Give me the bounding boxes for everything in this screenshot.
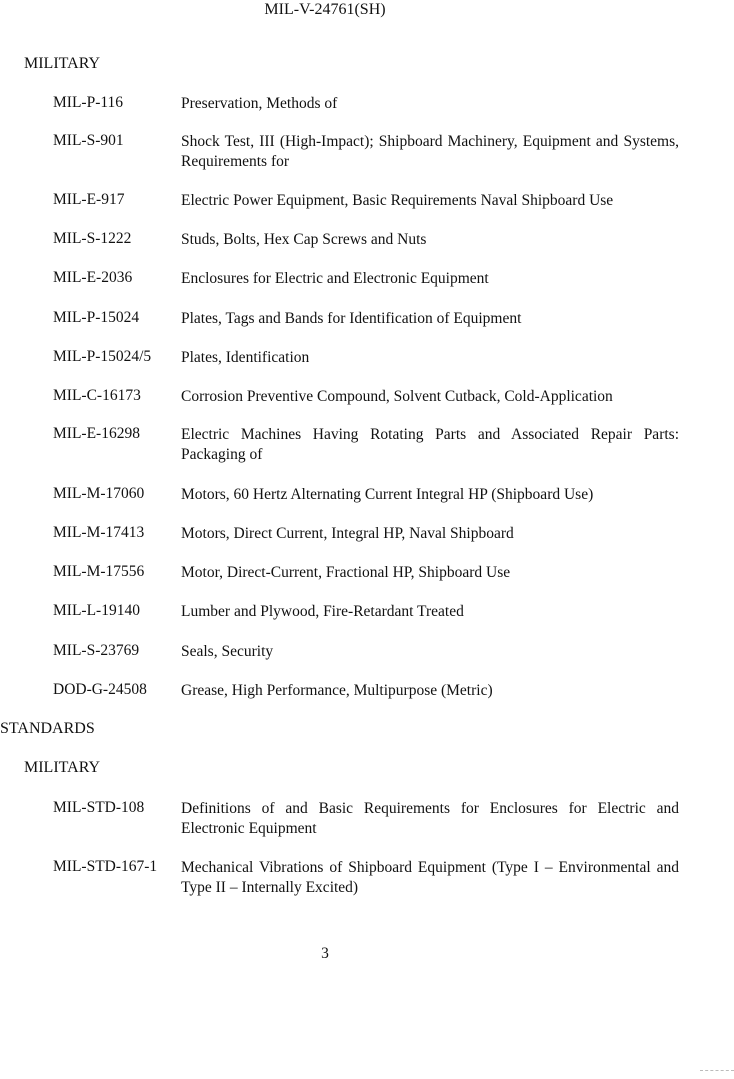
spec-title: Plates, Tags and Bands for Identification of Equipment [181, 310, 522, 327]
spec-code: MIL-S-901 [53, 132, 124, 149]
section-heading-military-specs: MILITARY [24, 55, 101, 72]
spec-code: MIL-L-19140 [53, 602, 140, 619]
spec-title: Studs, Bolts, Hex Cap Screws and Nuts [181, 231, 427, 248]
spec-title: Grease, High Performance, Multipurpose (Metric) [181, 682, 493, 699]
spec-code: MIL-S-23769 [53, 642, 140, 659]
spec-code: MIL-M-17556 [53, 563, 145, 580]
spec-code: MIL-C-16173 [53, 387, 141, 404]
section-heading-military-standards: MILITARY [24, 759, 101, 776]
spec-title: Motors, 60 Hertz Alternating Current Integral HP (Shipboard Use) [181, 486, 594, 503]
spec-code: MIL-P-116 [53, 94, 124, 111]
spec-code: DOD-G-24508 [53, 681, 147, 698]
spec-code: MIL-P-15024 [53, 309, 140, 326]
document-id: MIL-V-24761(SH) [264, 1, 386, 18]
spec-code: MIL-S-1222 [53, 230, 132, 247]
spec-code: MIL-M-17060 [53, 485, 145, 502]
spec-title: Plates, Identification [181, 349, 310, 366]
standard-code: MIL-STD-108 [53, 799, 145, 816]
spec-title: Corrosion Preventive Compound, Solvent Cutback, Cold-Application [181, 388, 613, 405]
scan-artifact-mark [700, 1070, 734, 1073]
section-heading-standards: STANDARDS [0, 720, 95, 737]
spec-code: MIL-E-16298 [53, 425, 140, 442]
spec-title: Electric Machines Having Rotating Parts and Associated Repair Parts: Packaging of [181, 426, 679, 463]
spec-title: Lumber and Plywood, Fire-Retardant Treated [181, 603, 464, 620]
standard-code: MIL-STD-167-1 [53, 858, 158, 875]
spec-code: MIL-P-15024/5 [53, 348, 152, 365]
standard-title: Mechanical Vibrations of Shipboard Equipment (Type I – Environmental and Type II – Internally Excited) [181, 859, 679, 896]
spec-title: Enclosures for Electric and Electronic Equipment [181, 270, 489, 287]
spec-title: Motors, Direct Current, Integral HP, Naval Shipboard [181, 525, 514, 542]
spec-title: Seals, Security [181, 643, 274, 660]
spec-code: MIL-E-917 [53, 191, 125, 208]
spec-code: MIL-M-17413 [53, 524, 145, 541]
spec-code: MIL-E-2036 [53, 269, 133, 286]
page-number: 3 [321, 945, 329, 962]
spec-title: Motor, Direct-Current, Fractional HP, Shipboard Use [181, 564, 511, 581]
spec-title: Preservation, Methods of [181, 95, 338, 112]
spec-title: Shock Test, III (High-Impact); Shipboard Machinery, Equipment and Systems, Requirements for [181, 133, 679, 170]
spec-title: Electric Power Equipment, Basic Requirements Naval Shipboard Use [181, 192, 614, 209]
standard-title: Definitions of and Basic Requirements for Enclosures for Electric and Electronic Equipment [181, 800, 679, 837]
